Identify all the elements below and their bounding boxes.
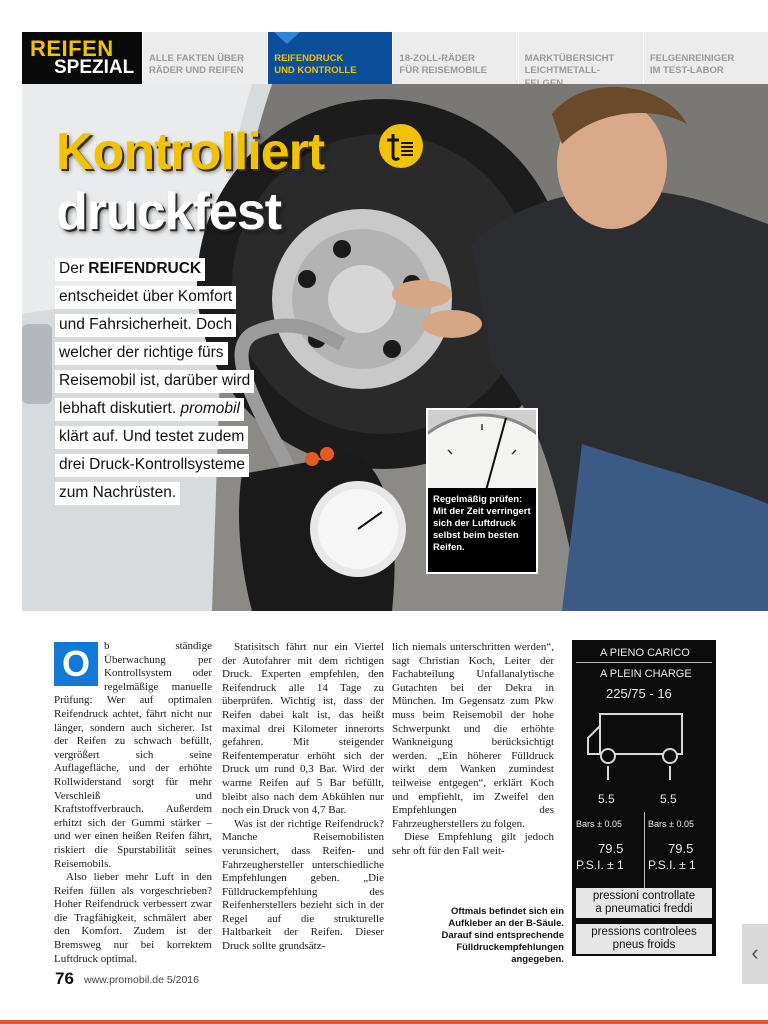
article-paragraph [54,640,212,871]
teaser-text [55,258,255,510]
teaser-prefix: Der [59,260,89,277]
front-pressure-psi: 79.5 [598,841,624,856]
previous-page-button[interactable]: ‹ [742,924,768,984]
dropcap: O [54,642,98,686]
tab-line2: IM TEST-LABOR [649,65,724,77]
sticker-label-italian [576,888,712,918]
article-paragraph: lich niemals unterschritten werden“, sagt Christian Koch, Leiter der Fachabteilung Unfallanalytische Gutachten bei der Dekra in München. Im Gegensatz zum Pkw muss beim Reisemobil der hohe Schwerpunkt und die erhöhte Wankneigung berücksichtigt werden. „Ein höherer Fülldruck wirkt dem Wanken zumindest teilweise entgegen“, erklärt Koch und empfiehlt, im Zweifel den Empfehlungen des Fahrzeugherstellers zu folgen. [392,641,554,830]
teaser-line: drei Druck-Kontrollsysteme [55,454,249,477]
tech-badge-icon [379,124,423,168]
brand-line1: REIFEN [30,36,114,61]
article-column-1 [54,640,212,966]
tyre-pressure-sticker [572,640,716,956]
tyre-size: 225/75 - 16 [606,686,672,701]
paragraph-text: b ständige Überwachung per Kontrollsystem oder regelmäßige manuelle Prüfung: Wer auf optimalen Reifendruck achtet, fährt nicht nur länger, sondern auch sicherer. Ist der Reifen zu schwach befüllt, vergrößert sich seine Auflagefläche, und der erhöhte Rollwiderstand sorgt für mehr Verschleiß und Kraftstoffverbrauch. Außerdem erhitzt sich der Gummi stärker – und wer einen heißen Reifen fährt, riskiert die Spurstabilität seines Reisemobils. [54,640,212,870]
tab-18-zoll[interactable] [392,32,517,84]
inset-gauge-photo [426,408,538,574]
psi-tolerance-left: P.S.I. ± 1 [576,858,624,872]
inset-caption: Regelmäßig prüfen: Mit der Zeit verringert sich der Luftdruck selbst beim besten Reifen. [433,494,531,553]
teaser-prefix: lebhaft diskutiert. [59,400,181,417]
section-header [22,32,768,84]
tab-line1: 18-ZOLL-RÄDER [399,53,475,64]
footer-url: www.promobil.de 5/2016 [84,974,199,986]
tab-line1: MARKTÜBERSICHT [524,53,615,64]
front-pressure-bar: 5.5 [598,792,615,806]
article-column-3 [392,641,554,859]
label-line: pneus froids [612,939,676,951]
article-column-2 [222,641,384,954]
teaser-line: klärt auf. Und testet zudem [55,426,248,449]
headline-line1: Kontrolliert [56,123,325,181]
tab-fakten[interactable] [142,32,267,84]
article-paragraph: Was ist der richtige Reifendruck? Manche Reisemobilisten verunsichert, dass Reifen- und Fahrzeughersteller unterschiedliche Empfehlungen geben. „Die Fülldruckempfehlung des Reifenherstellers bezieht sich in der Regel auf die strukturelle Haltbarkeit der Reifen. Dieser Druck sollte grundsätz- [222,817,384,953]
tab-felgenreiniger[interactable] [643,32,768,84]
tab-line2: LEICHTMETALL- [524,65,600,77]
tab-line1: REIFENDRUCK [274,53,344,64]
hero-photo [22,84,768,611]
teaser-line [55,258,205,281]
article-paragraph: Also lieber mehr Luft in den Reifen füllen als vorgeschrieben? Hoher Reifendruck verbessert zwar die Tragfähigkeit, schmälert aber den Komfort. Zudem ist der Bremsweg nur bei korrektem Luftdruck optimal. [54,871,212,965]
sticker-label-french [576,924,712,954]
sticker-divider [644,812,645,894]
tab-line2: FÜR REISEMOBILE [399,65,488,77]
rear-pressure-bar: 5.5 [660,792,677,806]
tab-line1: ALLE FAKTEN ÜBER [149,53,244,64]
brand-logo [22,32,142,84]
teaser-brand: promobil [180,400,240,417]
teaser-line: und Fahrsicherheit. Doch [55,314,236,337]
psi-tolerance-right: P.S.I. ± 1 [648,858,696,872]
tab-marktuebersicht[interactable] [518,32,643,84]
label-line: a pneumatici freddi [595,903,693,915]
article-paragraph: Statisitsch fährt nur ein Viertel der Autofahrer mit dem richtigen Druck. Experten empfehlen, den Reifendruck alle 14 Tage zu überprüfen. Wichtig ist, dass der Reifen dabei kalt ist, das heißt maximal drei Kilometer innerorts gefahren. Mit steigender Reifentemperatur erhöht sich der Druck um rund 0,3 Bar. Wird der warme Reifen auf 5 Bar befüllt, bleibt also nach dem Abkühlen nur noch ein Druck von 4,7 Bar. [222,641,384,817]
tab-line2: RÄDER UND REIFEN [149,65,244,77]
sticker-line1: A PIENO CARICO [600,647,690,659]
bar-tolerance-left: Bars ± 0.05 [576,819,622,829]
label-line: pressioni controllate [592,890,696,902]
headline-line2: druckfest [56,183,282,241]
bar-tolerance-right: Bars ± 0.05 [648,819,694,829]
teaser-line: zum Nachrüsten. [55,482,180,505]
gauge-closeup [428,410,536,488]
article-paragraph: Diese Empfehlung gilt jedoch sehr oft für den Fall weit- [392,831,554,857]
vehicle-outline-icon [582,704,706,784]
label-line: pressions controlees [591,926,697,938]
sticker-line2: A PLEIN CHARGE [600,668,692,680]
tab-line2: UND KONTROLLE [274,65,357,77]
teaser-line [55,398,244,421]
teaser-line: entscheidet über Komfort [55,286,236,309]
sticker-rule [576,662,712,663]
tab-line1: FELGENREINIGER [649,53,735,64]
teaser-line: Reisemobil ist, darüber wird [55,370,254,393]
sticker-caption: Oftmals befindet sich ein Aufkleber an der B-Säule. Darauf sind entsprechende Fülldruckempfehlungen angegeben. [441,906,564,965]
page-number: 76 [55,969,74,988]
teaser-line: welcher der richtige fürs [55,342,228,365]
brand-line2: SPEZIAL [54,57,135,78]
teaser-keyword: REIFENDRUCK [88,260,202,277]
rear-pressure-psi: 79.5 [668,841,694,856]
bottom-accent-bar [0,1020,768,1024]
tab-reifendruck[interactable] [267,32,392,84]
